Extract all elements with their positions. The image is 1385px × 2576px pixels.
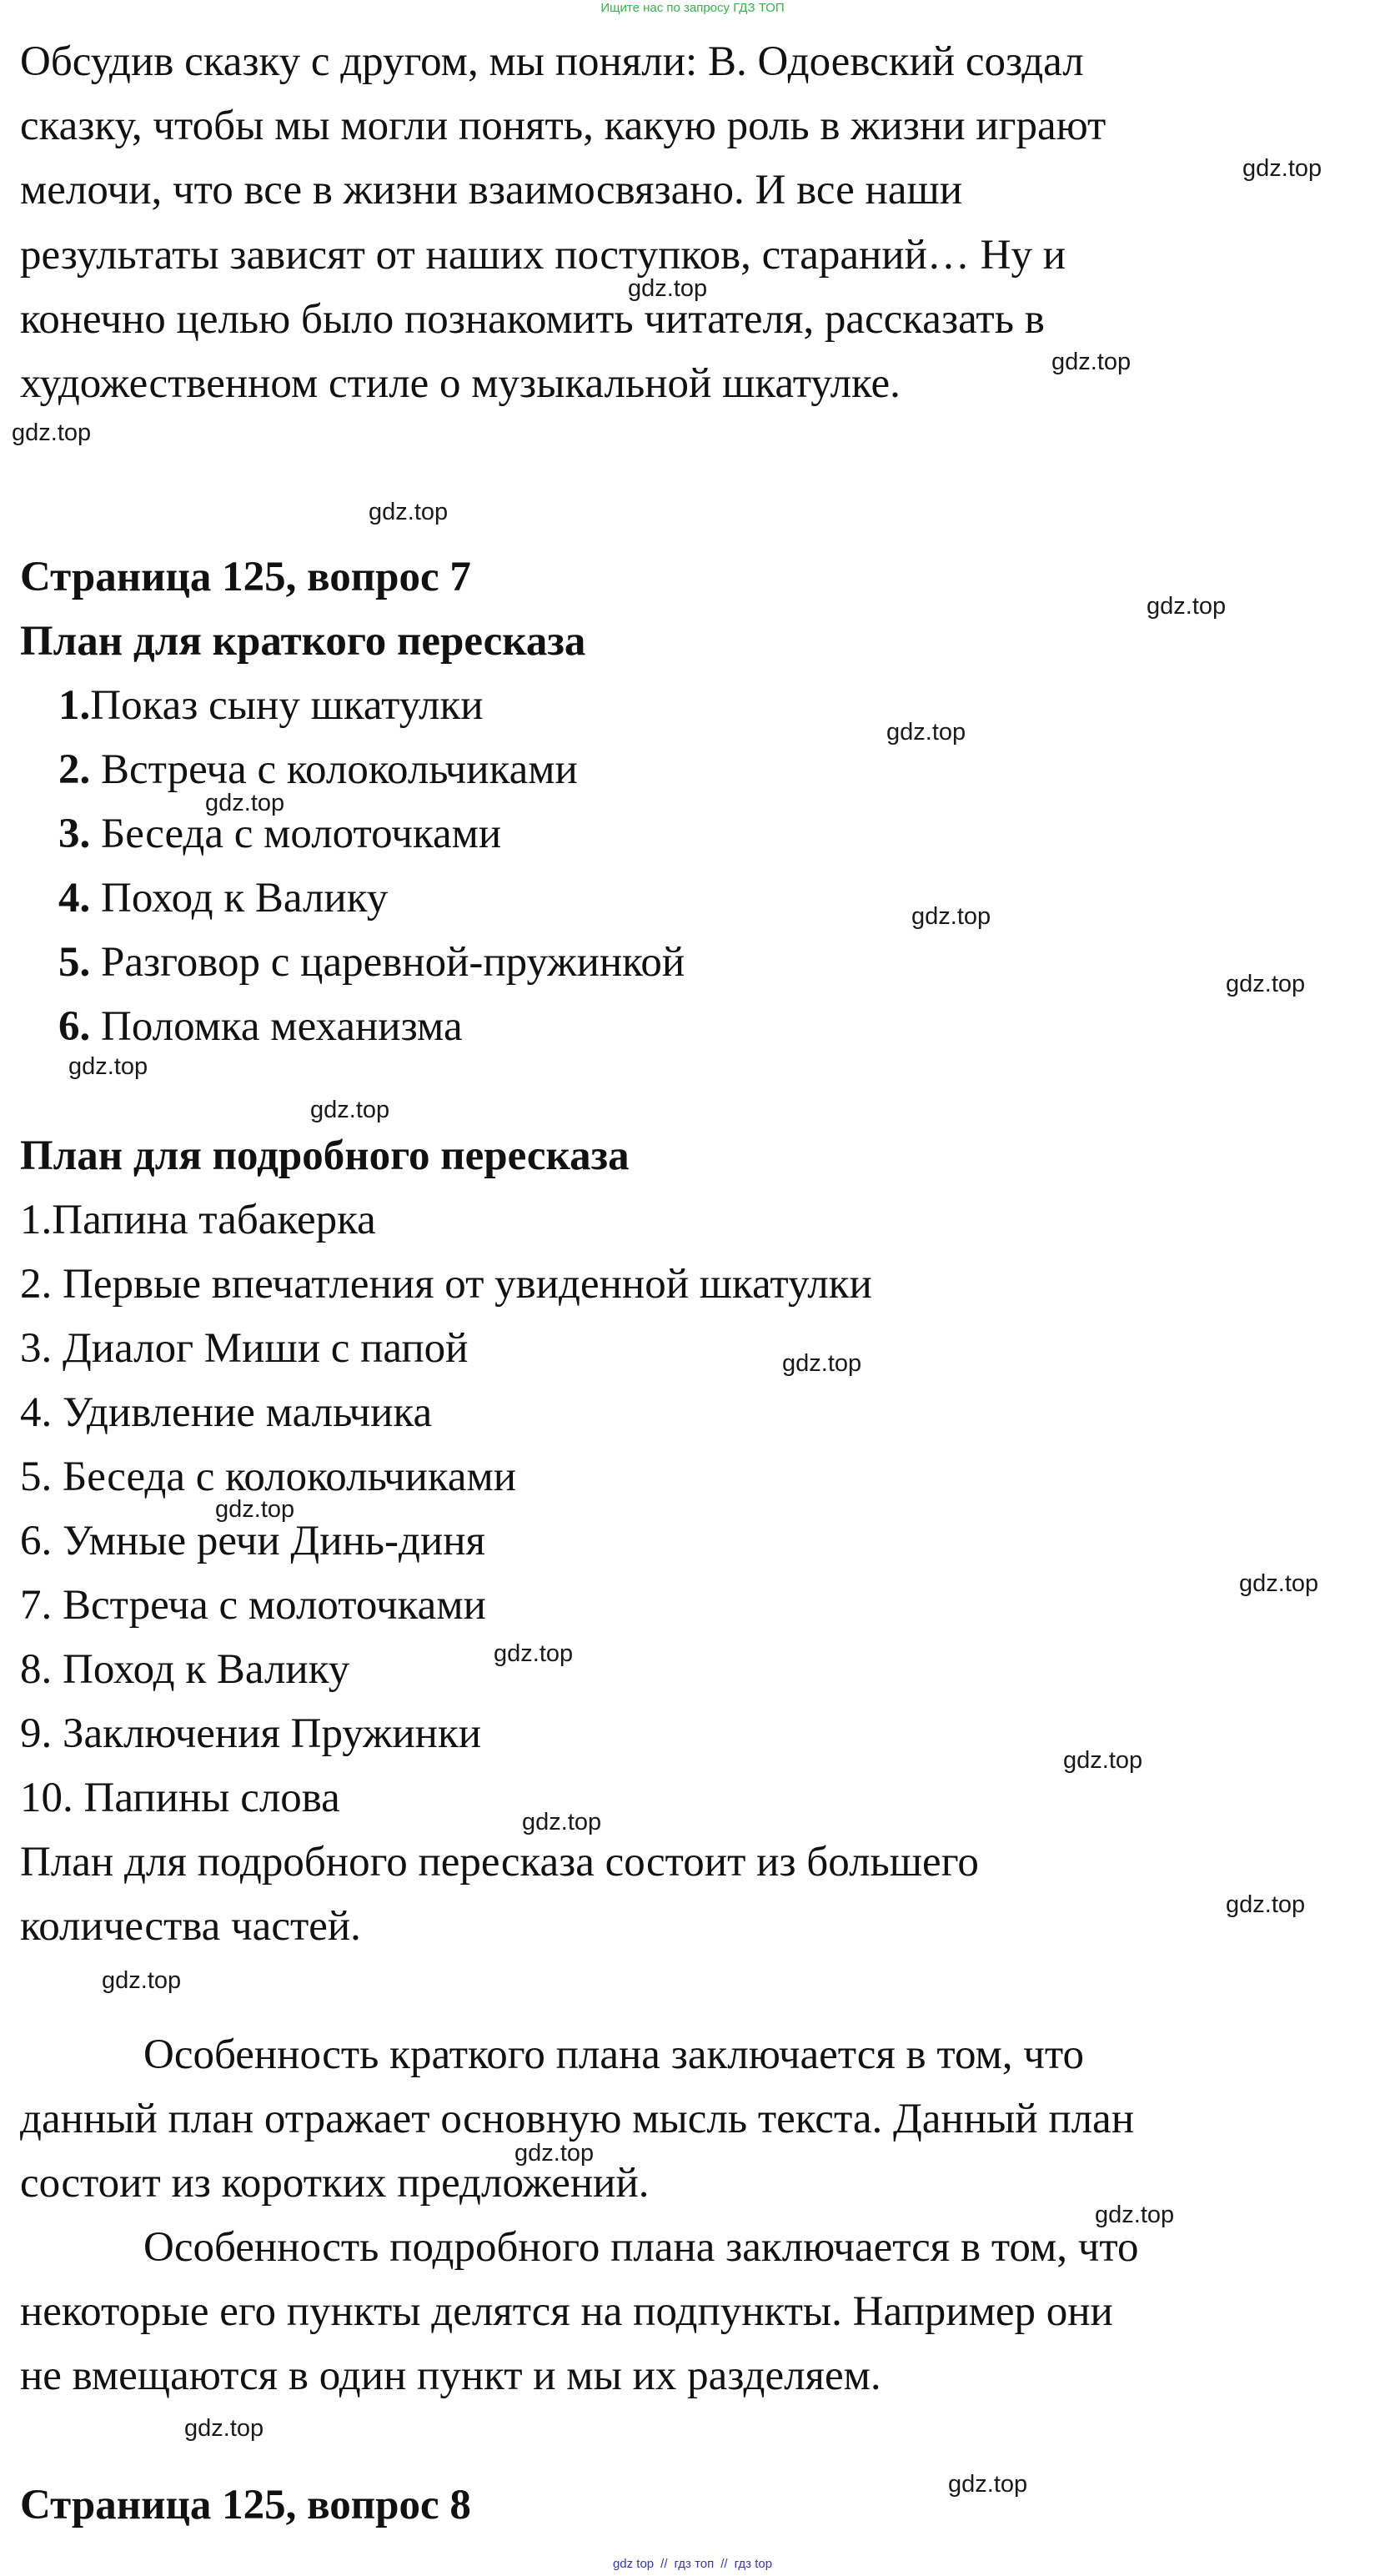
detailed-plan-item: 8. Поход к Валику [20,1646,350,1693]
watermark: gdz.top [1051,349,1132,375]
footer-separator: // [660,2557,668,2571]
detailed-plan-item: 3. Диалог Миши с папой [20,1325,469,1372]
item-number: 4. [58,875,91,921]
watermark: gdz.top [1226,1891,1306,1918]
item-text: Беседа с молоточками [90,811,502,857]
watermark: gdz.top [1147,593,1227,620]
intro-line: сказку, чтобы мы могли понять, какую роль в жизни играют [20,103,1106,149]
short-plan-item [58,873,388,923]
section-heading-q8: Страница 125, вопрос 8 [20,2482,471,2528]
detailed-plan-note-line: количества частей. [20,1903,361,1950]
detailed-plan-heading: План для подробного пересказа [20,1132,630,1179]
item-number: 2. [58,746,91,793]
watermark: gdz.top [12,419,92,446]
watermark: gdz.top [1239,1570,1319,1597]
features-line: не вмещаются в один пункт и мы их разделяем. [20,2353,881,2399]
watermark: gdz.top [522,1809,602,1835]
watermark: gdz.top [102,1967,182,1994]
short-plan-item [58,745,578,795]
footer-link[interactable]: гдз top [734,2557,773,2571]
watermark: gdz.top [215,1496,295,1523]
watermark: gdz.top [369,499,449,525]
detailed-plan-item: 6. Умные речи Динь-диня [20,1518,486,1564]
watermark: gdz.top [184,2415,264,2442]
watermark: gdz.top [1242,155,1322,182]
intro-line: результаты зависят от наших поступков, стараний… Ну и [20,232,1066,279]
features-line: некоторые его пункты делятся на подпункты. Например они [20,2288,1113,2335]
short-plan-item [58,809,501,859]
watermark: gdz.top [911,903,991,930]
short-plan-item [58,937,685,987]
watermark: gdz.top [310,1097,390,1123]
watermark: gdz.top [886,719,966,746]
watermark: gdz.top [68,1053,148,1080]
item-number: 5. [58,939,91,986]
short-plan-item [58,680,484,731]
item-number: 1. [58,682,91,729]
item-text: Поход к Валику [90,875,389,921]
item-number: 6. [58,1003,91,1050]
intro-line: художественном стиле о музыкальной шкатулке. [20,360,901,407]
intro-line: Обсудив сказку с другом, мы поняли: В. Одоевский создал [20,38,1084,85]
footer-links [0,2557,1385,2571]
watermark: gdz.top [494,1640,574,1667]
detailed-plan-item: 2. Первые впечатления от увиденной шкатулки [20,1261,872,1308]
item-text: Встреча с колокольчиками [90,746,578,793]
features-line: Особенность краткого плана заключается в том, что [143,2031,1085,2078]
watermark: gdz.top [782,1350,862,1377]
detailed-plan-item: 10. Папины слова [20,1775,340,1821]
intro-line: конечно целью было познакомить читателя, рассказать в [20,296,1045,343]
detailed-plan-item: 1.Папина табакерка [20,1197,376,1243]
item-text: Разговор с царевной-пружинкой [90,939,685,986]
watermark: gdz.top [1063,1747,1143,1774]
features-line: данный план отражает основную мысль текста. Данный план [20,2096,1134,2142]
item-text: Показ сыну шкатулки [90,682,484,729]
search-hint-link[interactable]: Ищите нас по запросу ГДЗ ТОП [600,1,785,15]
item-number: 3. [58,811,91,857]
short-plan-heading: План для краткого пересказа [20,618,586,665]
footer-link[interactable]: гдз топ [674,2557,715,2571]
features-line: Особенность подробного плана заключается в том, что [143,2224,1139,2271]
section-heading-q7: Страница 125, вопрос 7 [20,554,471,600]
features-line: состоит из коротких предложений. [20,2160,650,2207]
watermark: gdz.top [514,2140,595,2167]
watermark: gdz.top [205,790,285,816]
detailed-plan-item: 5. Беседа с колокольчиками [20,1454,517,1500]
footer-separator: // [720,2557,728,2571]
watermark: gdz.top [948,2471,1028,2498]
detailed-plan-item: 9. Заключения Пружинки [20,1710,482,1757]
detailed-plan-item: 7. Встреча с молоточками [20,1582,486,1629]
detailed-plan-item: 4. Удивление мальчика [20,1389,433,1436]
watermark: gdz.top [1226,971,1306,997]
footer-link[interactable]: gdz top [612,2557,655,2571]
watermark: gdz.top [1095,2202,1175,2228]
item-text: Поломка механизма [90,1003,463,1050]
watermark: gdz.top [628,275,708,302]
intro-line: мелочи, что все в жизни взаимосвязано. И все наши [20,167,963,213]
detailed-plan-note-line: План для подробного пересказа состоит из большего [20,1839,979,1886]
short-plan-item [58,1002,463,1052]
